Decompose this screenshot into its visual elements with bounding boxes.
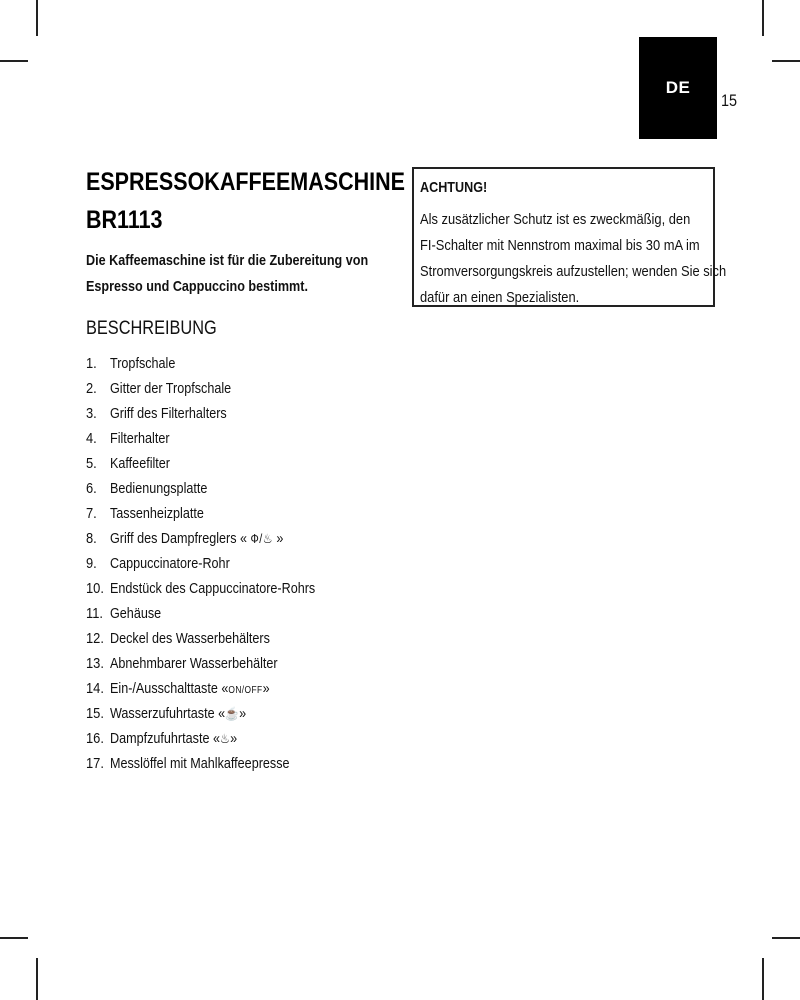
list-item-text: Gitter der Tropfschale bbox=[110, 380, 232, 397]
list-item-text: Filterhalter bbox=[110, 430, 170, 447]
list-item-number: 13. bbox=[86, 655, 104, 672]
product-title-line1: ESPRESSOKAFFEEMASCHINE bbox=[86, 168, 405, 196]
product-title bbox=[86, 163, 457, 239]
list-item-number: 8. bbox=[86, 530, 97, 547]
list-item-text: Deckel des Wasserbehälters bbox=[110, 630, 270, 647]
list-item-text: Messlöffel mit Mahlkaffeepresse bbox=[110, 755, 290, 772]
list-item-number: 2. bbox=[86, 380, 97, 397]
intro-paragraph bbox=[86, 248, 416, 300]
list-item-label: Ein-/Ausschalttaste « bbox=[110, 680, 229, 697]
crop-mark-bottom-left-vertical bbox=[36, 958, 38, 1000]
list-item-number: 5. bbox=[86, 455, 97, 472]
list-item-number: 6. bbox=[86, 480, 97, 497]
section-heading-text: BESCHREIBUNG bbox=[86, 318, 217, 339]
list-item-label: Griff des Dampfreglers « bbox=[110, 530, 248, 547]
product-model: BR1113 bbox=[86, 206, 163, 234]
list-item-number: 1. bbox=[86, 355, 97, 372]
steam-regulator-icon: Ф/♨ bbox=[250, 531, 273, 546]
section-heading-description bbox=[86, 316, 238, 342]
list-item-text: Endstück des Cappuccinatore-Rohrs bbox=[110, 580, 316, 597]
crop-mark-top-left-horizontal bbox=[0, 60, 28, 62]
list-item-text: Cappuccinatore-Rohr bbox=[110, 555, 230, 572]
list-item-number: 7. bbox=[86, 505, 97, 522]
list-item-number: 14. bbox=[86, 680, 104, 697]
crop-mark-bottom-right-horizontal bbox=[772, 937, 800, 939]
on-off-icon: ON/OFF bbox=[228, 685, 263, 696]
intro-line-2: Espresso und Cappuccino bestimmt. bbox=[86, 278, 308, 295]
list-item-suffix: » bbox=[239, 705, 247, 722]
crop-mark-top-right-vertical bbox=[762, 0, 764, 36]
intro-line-1: Die Kaffeemaschine ist für die Zubereitung von bbox=[86, 252, 369, 269]
list-item-suffix: » bbox=[230, 730, 238, 747]
list-item-number: 3. bbox=[86, 405, 97, 422]
list-item-number: 4. bbox=[86, 430, 97, 447]
list-item-text: Kaffeefilter bbox=[110, 455, 171, 472]
crop-mark-bottom-right-vertical bbox=[762, 958, 764, 1000]
crop-mark-top-right-horizontal bbox=[772, 60, 800, 62]
crop-mark-bottom-left-horizontal bbox=[0, 937, 28, 939]
steam-icon: ♨ bbox=[219, 731, 231, 746]
list-item-number: 9. bbox=[86, 555, 97, 572]
warning-text bbox=[420, 207, 750, 311]
language-tab-label: DE bbox=[665, 78, 691, 97]
list-item-number: 12. bbox=[86, 630, 104, 647]
language-tab bbox=[639, 37, 717, 139]
list-item-text bbox=[110, 701, 246, 726]
list-item-number: 15. bbox=[86, 705, 104, 722]
warning-line: Als zusätzlicher Schutz ist es zweckmäßig, den bbox=[420, 211, 691, 228]
list-item-text: Tropfschale bbox=[110, 355, 176, 372]
list-item-number: 10. bbox=[86, 580, 104, 597]
warning-title bbox=[420, 177, 500, 199]
list-item-label: Dampfzufuhrtaste « bbox=[110, 730, 220, 747]
warning-box bbox=[412, 167, 727, 307]
list-item-suffix: » bbox=[262, 680, 270, 697]
list-item-text bbox=[110, 526, 283, 551]
list-item-number: 11. bbox=[86, 605, 103, 622]
list-item-text bbox=[110, 726, 237, 751]
warning-line: Stromversorgungskreis aufzustellen; wenden Sie sich bbox=[420, 263, 727, 280]
warning-line: FI-Schalter mit Nennstrom maximal bis 30 mA im bbox=[420, 237, 700, 254]
list-item-text: Tassenheizplatte bbox=[110, 505, 204, 522]
crop-mark-top-left-vertical bbox=[36, 0, 38, 36]
list-item-text bbox=[110, 676, 270, 703]
list-item-suffix: » bbox=[272, 530, 284, 547]
page-number: 15 bbox=[721, 91, 738, 110]
list-item-text: Bedienungsplatte bbox=[110, 480, 208, 497]
coffee-cup-icon: ☕ bbox=[225, 706, 240, 721]
list-item-number: 17. bbox=[86, 755, 104, 772]
list-item-number: 16. bbox=[86, 730, 104, 747]
list-item-text: Griff des Filterhalters bbox=[110, 405, 227, 422]
warning-title-text: ACHTUNG! bbox=[420, 179, 488, 196]
warning-line: dafür an einen Spezialisten. bbox=[420, 289, 580, 306]
list-item-label: Wasserzufuhrtaste « bbox=[110, 705, 226, 722]
list-item-text: Gehäuse bbox=[110, 605, 162, 622]
list-item-text: Abnehmbarer Wasserbehälter bbox=[110, 655, 278, 672]
